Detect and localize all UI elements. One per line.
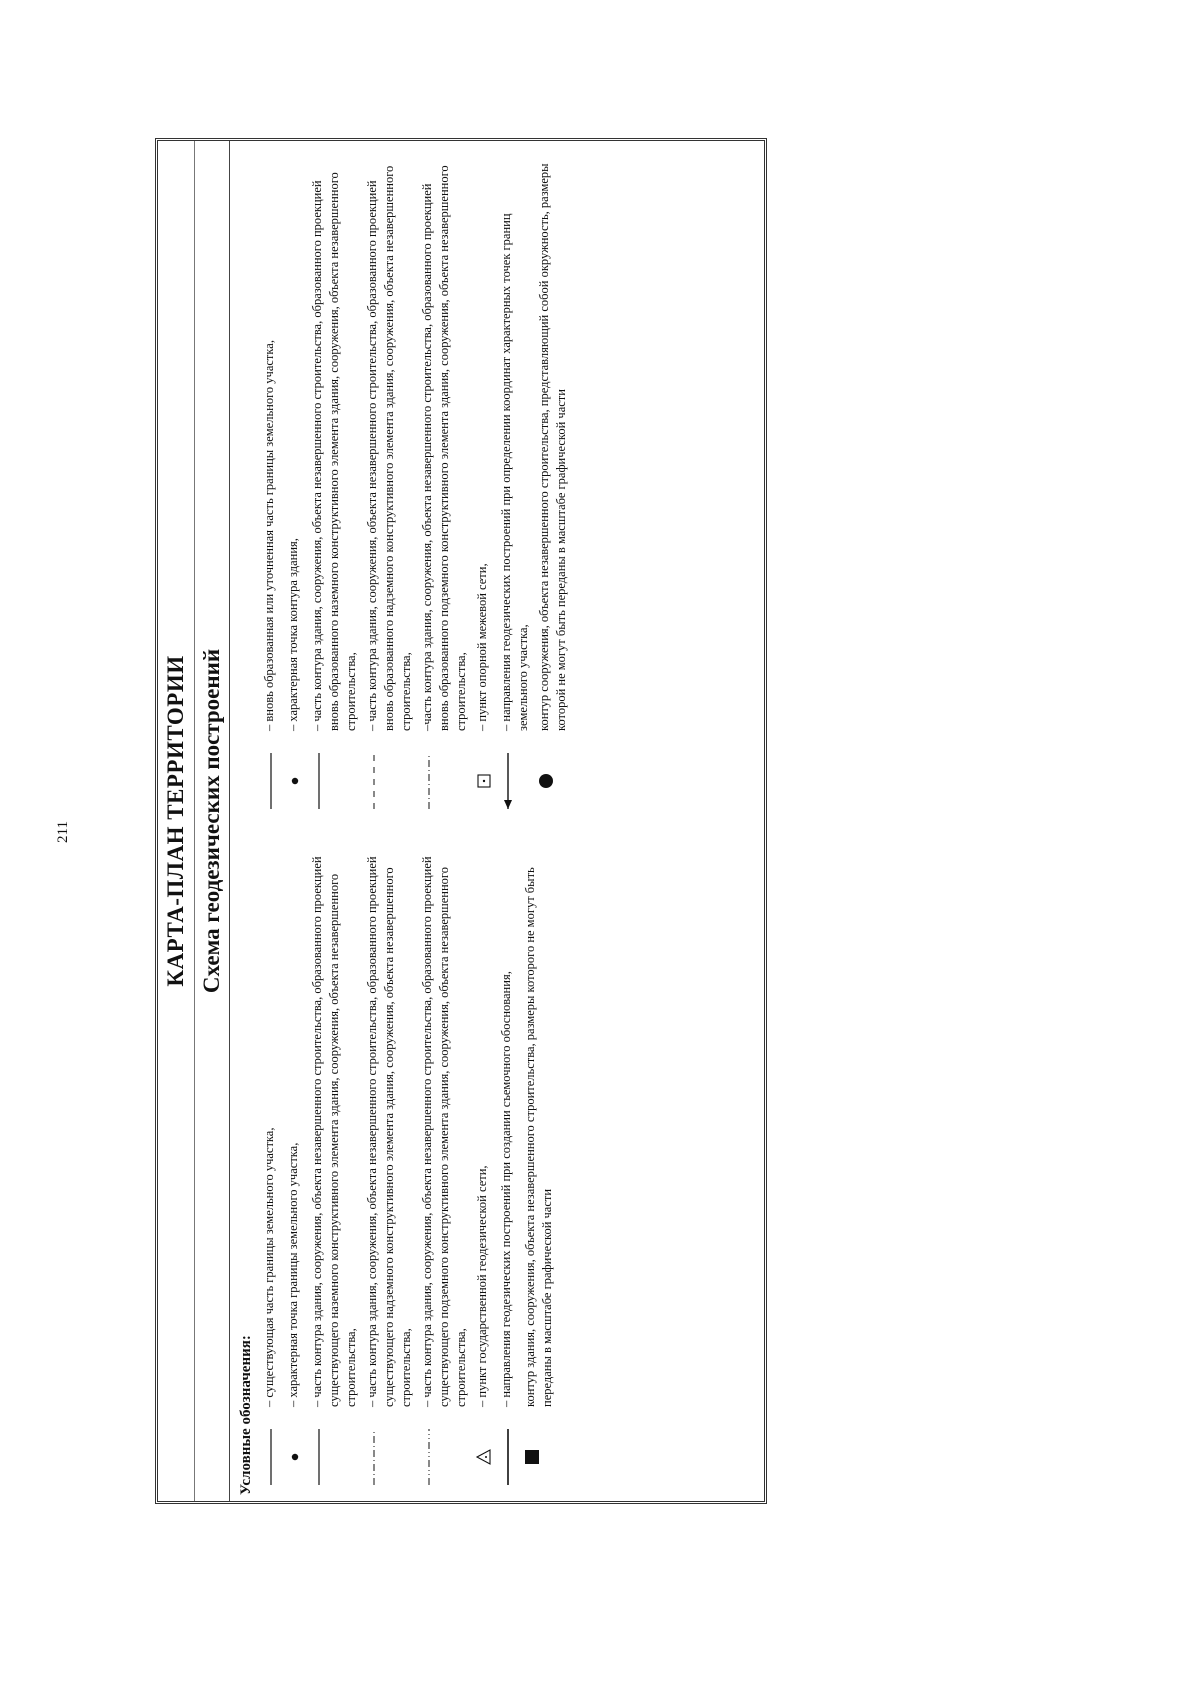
legend-item-text: – направления геодезических построений при создании съемочного обоснования, [499, 971, 513, 1407]
legend-item-text: – пункт опорной межевой сети, [475, 563, 489, 731]
legend-item-text: контур здания, сооружения, объекта незавершенного строительства, размеры которого не могут быть переданы в масштабе графической части [523, 867, 554, 1407]
legend-item-text: – существующая часть границы земельного участка, [262, 1127, 276, 1407]
document-title: КАРТА-ПЛАН ТЕРРИТОРИИ [158, 141, 195, 1501]
legend [261, 141, 574, 1501]
legend-item [522, 829, 556, 1497]
legend-item [536, 153, 570, 821]
triangle-point-icon [474, 1417, 494, 1497]
dot-icon [285, 1417, 305, 1497]
legend-item [498, 829, 518, 1497]
map-plan-frame [155, 138, 767, 1504]
line-arrow-icon [498, 1417, 518, 1497]
legend-item-text: – вновь образованная или уточненная часть границы земельного участка, [262, 340, 276, 731]
legend-item [285, 829, 305, 1497]
solid-line-icon [261, 1417, 281, 1497]
arrow-icon [498, 741, 518, 821]
legend-item-text: – характерная точка контура здания, [286, 538, 300, 731]
square-point-icon [474, 741, 494, 821]
dash-line-icon [364, 741, 384, 821]
legend-item-text: – направления геодезических построений при определении координат характерных точек границ земельного участка, [499, 213, 530, 731]
legend-item [261, 829, 281, 1497]
legend-item-text: – часть контура здания, сооружения, объекта незавершенного строительства, образованного проекцией вновь образованного надземного конструктивного элемента здания, сооружения, объекта незавершенного строительства, [365, 165, 413, 731]
legend-item [419, 829, 470, 1497]
legend-item [309, 153, 360, 821]
solid-line-icon [309, 1417, 329, 1497]
solid-line-icon [309, 741, 329, 821]
dash-dot-dot-line-icon [419, 1417, 439, 1497]
legend-item-text: – часть контура здания, сооружения, объекта незавершенного строительства, образованного проекцией существующего наземного конструктивного элемента здания, сооружения, объекта незавершенного строительства, [310, 856, 358, 1407]
legend-item [474, 829, 494, 1497]
filled-square-icon [522, 1417, 542, 1497]
legend-right-column [261, 145, 574, 821]
filled-circle-icon [536, 741, 556, 821]
legend-item [419, 153, 470, 821]
legend-left-column [261, 821, 574, 1497]
legend-item-text: –часть контура здания, сооружения, объекта незавершенного строительства, образованного проекцией вновь образованного подземного конструктивного элемента здания, сооружения, объекта незавершенного строительства, [420, 165, 468, 731]
legend-item [285, 153, 305, 821]
legend-item-text: – часть контура здания, сооружения, объекта незавершенного строительства, образованного проекцией вновь образованного наземного конструктивного элемента здания, сооружения, объекта незавершенного строительства, [310, 172, 358, 731]
legend-item [309, 829, 360, 1497]
legend-item-text: контур сооружения, объекта незавершенного строительства, представляющий собой окружность, размеры которой не могут быть переданы в масштабе графической части [537, 163, 568, 731]
dash-dot-line-icon [419, 741, 439, 821]
legend-heading: Условные обозначения: [238, 1335, 254, 1495]
page-number: 211 [55, 821, 71, 843]
legend-item [261, 153, 281, 821]
legend-item [474, 153, 494, 821]
solid-line-icon [261, 741, 281, 821]
dot-icon [285, 741, 305, 821]
legend-item-text: – часть контура здания, сооружения, объекта незавершенного строительства, образованного проекцией существующего подземного конструктивного элемента здания, сооружения, объекта незавершенного строительства, [420, 856, 468, 1407]
legend-item-text: – часть контура здания, сооружения, объекта незавершенного строительства, образованного проекцией существующего надземного конструктивного элемента здания, сооружения, объекта незавершенного строительства, [365, 856, 413, 1407]
title-block [158, 141, 230, 1501]
dash-dot-line-icon [364, 1417, 384, 1497]
legend-item-text: – пункт государственной геодезической сети, [475, 1165, 489, 1407]
rotated-page-content [158, 141, 764, 1501]
legend-item-text: – характерная точка границы земельного участка, [286, 1142, 300, 1407]
legend-item [364, 829, 415, 1497]
document-subtitle: Схема геодезических построений [199, 648, 224, 994]
legend-item [364, 153, 415, 821]
legend-item [498, 153, 532, 821]
